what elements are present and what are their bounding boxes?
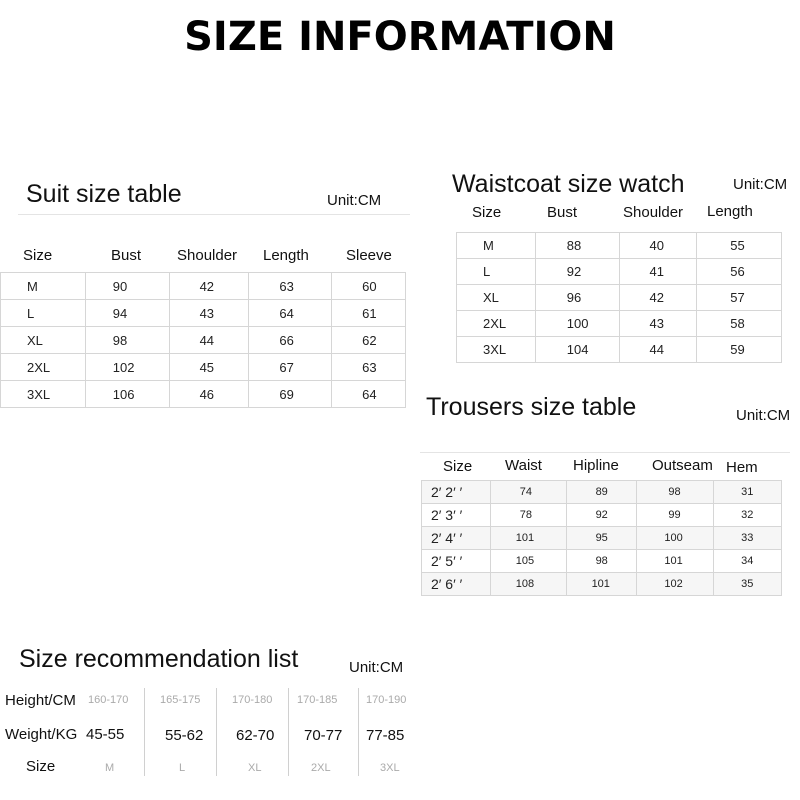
trousers-cell-outseam: 102: [637, 573, 714, 596]
waistcoat-cell-shoulder: 43: [619, 311, 697, 337]
suit-cell-sleeve: 61: [332, 300, 406, 327]
table-row: [457, 233, 782, 259]
suit-cell-length: 63: [249, 273, 332, 300]
trousers-cell-outseam: 100: [637, 527, 714, 550]
trousers-cell-outseam: 98: [637, 481, 714, 504]
suit-cell-length: 64: [249, 300, 332, 327]
suit-cell-shoulder: 45: [169, 354, 249, 381]
suit-cell-sleeve: 60: [332, 273, 406, 300]
trousers-cell-hipline: 98: [566, 550, 637, 573]
suit-cell-size: M: [1, 273, 86, 300]
suit-cell-sleeve: 63: [332, 354, 406, 381]
trousers-cell-hem: 35: [714, 573, 782, 596]
waistcoat-cell-bust: 96: [535, 285, 619, 311]
recommend-weight-value: 70-77: [304, 727, 343, 744]
table-row: [1, 327, 406, 354]
recommend-weight-value: 55-62: [165, 727, 204, 744]
trousers-cell-waist: 74: [490, 481, 566, 504]
recommend-column-divider: [216, 688, 217, 776]
trousers-cell-size: 2′ 3′ ′: [422, 504, 491, 527]
waistcoat-table-title: Waistcoat size watch: [452, 170, 685, 198]
waistcoat-cell-length: 57: [697, 285, 782, 311]
suit-cell-size: 3XL: [1, 381, 86, 408]
waistcoat-size-table: [456, 232, 782, 363]
waistcoat-cell-size: M: [457, 233, 536, 259]
trousers-size-table: [421, 480, 782, 596]
trousers-cell-waist: 78: [490, 504, 566, 527]
recommend-column-divider: [144, 688, 145, 776]
trousers-table-title: Trousers size table: [426, 393, 637, 421]
waistcoat-header-shoulder: Shoulder: [623, 204, 684, 221]
waistcoat-cell-bust: 92: [535, 259, 619, 285]
waistcoat-cell-bust: 104: [535, 337, 619, 363]
table-row: [1, 300, 406, 327]
recommend-weight-value: 45-55: [86, 726, 125, 743]
waistcoat-header-size: Size: [472, 204, 502, 221]
waistcoat-cell-length: 58: [697, 311, 782, 337]
trousers-cell-outseam: 101: [637, 550, 714, 573]
waistcoat-header-length: Length: [707, 203, 753, 220]
recommend-size-value: L: [179, 762, 186, 774]
trousers-cell-hem: 34: [714, 550, 782, 573]
suit-size-table: [0, 272, 406, 408]
waistcoat-cell-bust: 100: [535, 311, 619, 337]
trousers-header-outseam: Outseam: [652, 457, 713, 474]
waistcoat-cell-size: 3XL: [457, 337, 536, 363]
recommend-height-value: 170-190: [366, 694, 407, 706]
suit-cell-size: 2XL: [1, 354, 86, 381]
waistcoat-cell-size: 2XL: [457, 311, 536, 337]
trousers-cell-hem: 32: [714, 504, 782, 527]
trousers-header-hipline: Hipline: [573, 457, 619, 474]
suit-cell-shoulder: 44: [169, 327, 249, 354]
trousers-cell-hipline: 89: [566, 481, 637, 504]
waistcoat-cell-length: 56: [697, 259, 782, 285]
recommend-column-divider: [358, 688, 359, 776]
suit-title-divider: [18, 214, 410, 215]
suit-cell-sleeve: 64: [332, 381, 406, 408]
trousers-header-hem: Hem: [726, 459, 758, 476]
trousers-unit-label: Unit:CM: [736, 407, 791, 424]
suit-header-bust: Bust: [111, 247, 142, 264]
suit-cell-shoulder: 46: [169, 381, 249, 408]
suit-cell-bust: 106: [85, 381, 169, 408]
trousers-cell-size: 2′ 5′ ′: [422, 550, 491, 573]
trousers-cell-outseam: 99: [637, 504, 714, 527]
recommend-weight-value: 77-85: [366, 727, 405, 744]
recommend-label-weight: Weight/KG: [5, 726, 78, 743]
suit-cell-sleeve: 62: [332, 327, 406, 354]
page-title: SIZE INFORMATION: [184, 14, 616, 60]
trousers-cell-waist: 101: [490, 527, 566, 550]
trousers-header-size: Size: [443, 458, 473, 475]
waistcoat-cell-length: 55: [697, 233, 782, 259]
suit-cell-shoulder: 43: [169, 300, 249, 327]
table-row: [422, 550, 782, 573]
recommend-label-height: Height/CM: [5, 692, 76, 709]
waistcoat-header-bust: Bust: [547, 204, 578, 221]
recommend-height-value: 170-185: [297, 694, 338, 706]
table-row: [422, 504, 782, 527]
waistcoat-cell-size: L: [457, 259, 536, 285]
recommend-height-value: 165-175: [160, 694, 201, 706]
trousers-cell-size: 2′ 6′ ′: [422, 573, 491, 596]
recommend-height-value: 160-170: [88, 694, 129, 706]
table-row: [1, 273, 406, 300]
recommend-title: Size recommendation list: [19, 645, 299, 673]
table-row: [457, 285, 782, 311]
suit-header-size: Size: [23, 247, 53, 264]
suit-unit-label: Unit:CM: [327, 192, 382, 209]
table-row: [457, 337, 782, 363]
recommend-weight-value: 62-70: [236, 727, 275, 744]
suit-cell-length: 69: [249, 381, 332, 408]
recommend-unit-label: Unit:CM: [349, 659, 404, 676]
suit-cell-size: XL: [1, 327, 86, 354]
suit-cell-shoulder: 42: [169, 273, 249, 300]
table-row: [457, 311, 782, 337]
suit-header-shoulder: Shoulder: [177, 247, 238, 264]
table-row: [422, 527, 782, 550]
table-row: [422, 481, 782, 504]
suit-table-title: Suit size table: [26, 180, 182, 208]
waistcoat-cell-shoulder: 41: [619, 259, 697, 285]
suit-cell-length: 67: [249, 354, 332, 381]
recommend-size-value: M: [105, 762, 115, 774]
trousers-header-waist: Waist: [505, 457, 542, 474]
suit-cell-bust: 98: [85, 327, 169, 354]
suit-cell-bust: 90: [85, 273, 169, 300]
trousers-cell-waist: 105: [490, 550, 566, 573]
recommend-column-divider: [288, 688, 289, 776]
trousers-cell-hipline: 101: [566, 573, 637, 596]
trousers-cell-hem: 33: [714, 527, 782, 550]
waistcoat-cell-bust: 88: [535, 233, 619, 259]
suit-cell-length: 66: [249, 327, 332, 354]
trousers-cell-size: 2′ 2′ ′: [422, 481, 491, 504]
recommend-size-value: 2XL: [311, 762, 331, 774]
trousers-cell-hipline: 95: [566, 527, 637, 550]
table-row: [1, 381, 406, 408]
trousers-cell-hipline: 92: [566, 504, 637, 527]
table-row: [1, 354, 406, 381]
suit-cell-bust: 94: [85, 300, 169, 327]
suit-cell-size: L: [1, 300, 86, 327]
waistcoat-unit-label: Unit:CM: [733, 176, 788, 193]
table-row: [457, 259, 782, 285]
recommend-size-value: XL: [248, 762, 262, 774]
waistcoat-cell-size: XL: [457, 285, 536, 311]
trousers-cell-hem: 31: [714, 481, 782, 504]
recommend-height-value: 170-180: [232, 694, 273, 706]
trousers-cell-size: 2′ 4′ ′: [422, 527, 491, 550]
trousers-title-divider: [420, 452, 790, 453]
suit-header-sleeve: Sleeve: [346, 247, 392, 264]
waistcoat-cell-shoulder: 40: [619, 233, 697, 259]
waistcoat-cell-shoulder: 44: [619, 337, 697, 363]
waistcoat-cell-shoulder: 42: [619, 285, 697, 311]
suit-cell-bust: 102: [85, 354, 169, 381]
suit-header-length: Length: [263, 247, 309, 264]
recommend-size-value: 3XL: [380, 762, 400, 774]
recommend-label-size: Size: [26, 758, 56, 775]
table-row: [422, 573, 782, 596]
waistcoat-cell-length: 59: [697, 337, 782, 363]
trousers-cell-waist: 108: [490, 573, 566, 596]
